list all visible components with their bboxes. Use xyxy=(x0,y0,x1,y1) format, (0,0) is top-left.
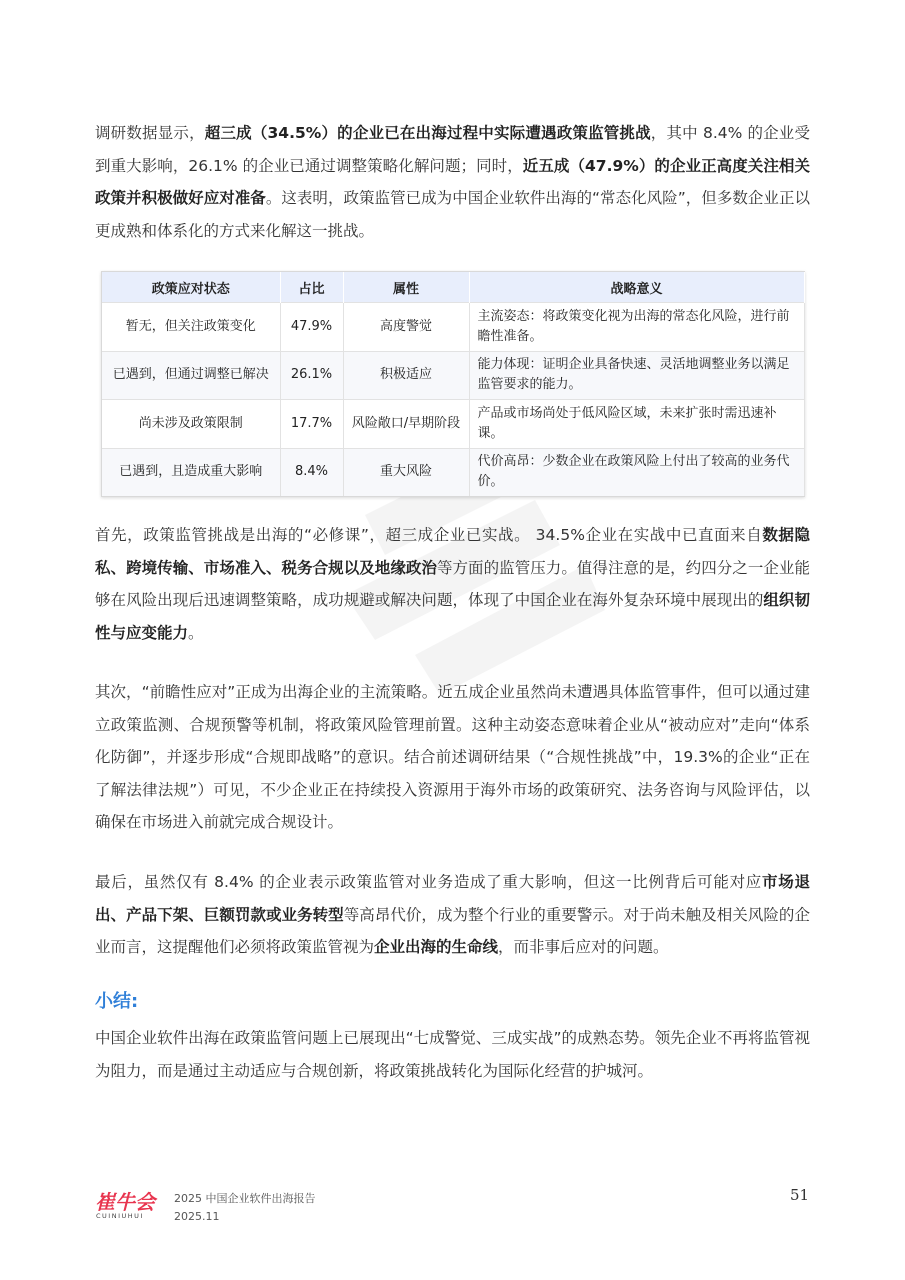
policy-response-table xyxy=(101,271,805,497)
cell-status: 已遇到，但通过调整已解决 xyxy=(102,351,280,400)
cuiniuhui-logo xyxy=(95,1188,163,1220)
intro-text-3: 。这表明，政策监管已成为中国企业软件出海的“常态化风险”，但多数企业正以更成熟和体系化的方式来化解这一挑战。 xyxy=(95,189,810,240)
header-meaning: 战略意义 xyxy=(469,272,804,303)
header-attribute: 属性 xyxy=(343,272,469,303)
table-row xyxy=(102,448,804,496)
p3-text-3: ，而非事后应对的问题。 xyxy=(498,938,669,956)
table-header-row xyxy=(102,272,804,303)
cell-status: 暂无，但关注政策变化 xyxy=(102,303,280,352)
intro-text-2: ，其中 8.4% 的企业受到重大影响，26.1% 的企业已通过调整策略化解问题；同时， xyxy=(95,124,810,175)
page-number: 51 xyxy=(790,1186,810,1204)
footer-date: 2025.11 xyxy=(174,1210,220,1223)
cell-meaning: 代价高昂：少数企业在政策风险上付出了较高的业务代价。 xyxy=(469,448,804,496)
p1-bold-1: 数据隐私、跨境传输、市场准入、税务合规以及地缘政治 xyxy=(95,526,810,577)
cell-percent: 47.9% xyxy=(280,303,343,352)
cell-attribute: 重大风险 xyxy=(343,448,469,496)
cell-meaning: 主流姿态：将政策变化视为出海的常态化风险，进行前瞻性准备。 xyxy=(469,303,804,352)
p1-text-1: 首先，政策监管挑战是出海的“必修课”，超三成企业已实战。 34.5%企业在实战中已直面来自 xyxy=(95,526,763,544)
paragraph-first xyxy=(95,519,810,649)
p3-bold-2: 企业出海的生命线 xyxy=(374,938,499,956)
intro-text-1: 调研数据显示， xyxy=(95,124,205,142)
logo-text: 崔牛会 xyxy=(95,1190,155,1214)
footer-report-title: 2025 中国企业软件出海报告 xyxy=(174,1192,316,1205)
intro-bold-2: 近五成（47.9%）的企业正高度关注相关政策并积极做好应对准备 xyxy=(95,156,810,207)
paragraph-third xyxy=(95,866,810,964)
p1-bold-2: 组织韧性与应变能力 xyxy=(95,591,810,642)
cell-meaning: 产品或市场尚处于低风险区域，未来扩张时需迅速补课。 xyxy=(469,400,804,449)
header-status: 政策应对状态 xyxy=(102,272,280,303)
cell-attribute: 高度警觉 xyxy=(343,303,469,352)
summary-text: 中国企业软件出海在政策监管问题上已展现出“七成警觉、三成实战”的成熟态势。领先企业不再将监管视为阻力，而是通过主动适应与合规创新，将政策挑战转化为国际化经营的护城河。 xyxy=(95,1029,810,1080)
p3-bold-1: 市场退出、产品下架、巨额罚款或业务转型 xyxy=(95,873,810,924)
p2-text: 其次，“前瞻性应对”正成为出海企业的主流策略。近五成企业虽然尚未遭遇具体监管事件，但可以通过建立政策监测、合规预警等机制，将政策风险管理前置。这种主动姿态意味着企业从“被动应对”走向“体系化防御”，并逐步形成“合规即战略”的意识。结合前述调研结果（“合规性挑战”中，19.3%的企业“正在了解法律法规”）可见，不少企业正在持续投入资源用于海外市场的政策研究、法务咨询与风险评估，以确保在市场进入前就完成合规设计。 xyxy=(95,683,810,831)
table-row xyxy=(102,303,804,352)
cell-status: 尚未涉及政策限制 xyxy=(102,400,280,449)
logo-subtext: CUINIUHUI xyxy=(96,1212,144,1220)
p3-text-2: 等高昂代价，成为整个行业的重要警示。对于尚未触及相关风险的企业而言，这提醒他们必须将政策监管视为 xyxy=(95,905,810,956)
summary-paragraph xyxy=(95,1022,810,1087)
cell-attribute: 积极适应 xyxy=(343,351,469,400)
header-percent: 占比 xyxy=(280,272,343,303)
intro-bold-1: 超三成（34.5%）的企业已在出海过程中实际遭遇政策监管挑战 xyxy=(204,124,651,142)
p3-text-1: 最后，虽然仅有 8.4% 的企业表示政策监管对业务造成了重大影响，但这一比例背后可能对应 xyxy=(95,873,763,891)
table-row xyxy=(102,400,804,449)
table-row xyxy=(102,351,804,400)
cell-meaning: 能力体现：证明企业具备快速、灵活地调整业务以满足监管要求的能力。 xyxy=(469,351,804,400)
cell-status: 已遇到，且造成重大影响 xyxy=(102,448,280,496)
cell-percent: 8.4% xyxy=(280,448,343,496)
cell-percent: 17.7% xyxy=(280,400,343,449)
cell-percent: 26.1% xyxy=(280,351,343,400)
paragraph-second xyxy=(95,676,810,839)
p1-text-3: 。 xyxy=(188,623,204,642)
cell-attribute: 风险敞口/早期阶段 xyxy=(343,400,469,449)
intro-paragraph xyxy=(95,117,810,247)
p1-text-2: 等方面的监管压力。值得注意的是，约四分之一企业能够在风险出现后迅速调整策略，成功规避或解决问题，体现了中国企业在海外复杂环境中展现出的 xyxy=(95,558,810,609)
summary-title: 小结: xyxy=(95,991,139,1012)
